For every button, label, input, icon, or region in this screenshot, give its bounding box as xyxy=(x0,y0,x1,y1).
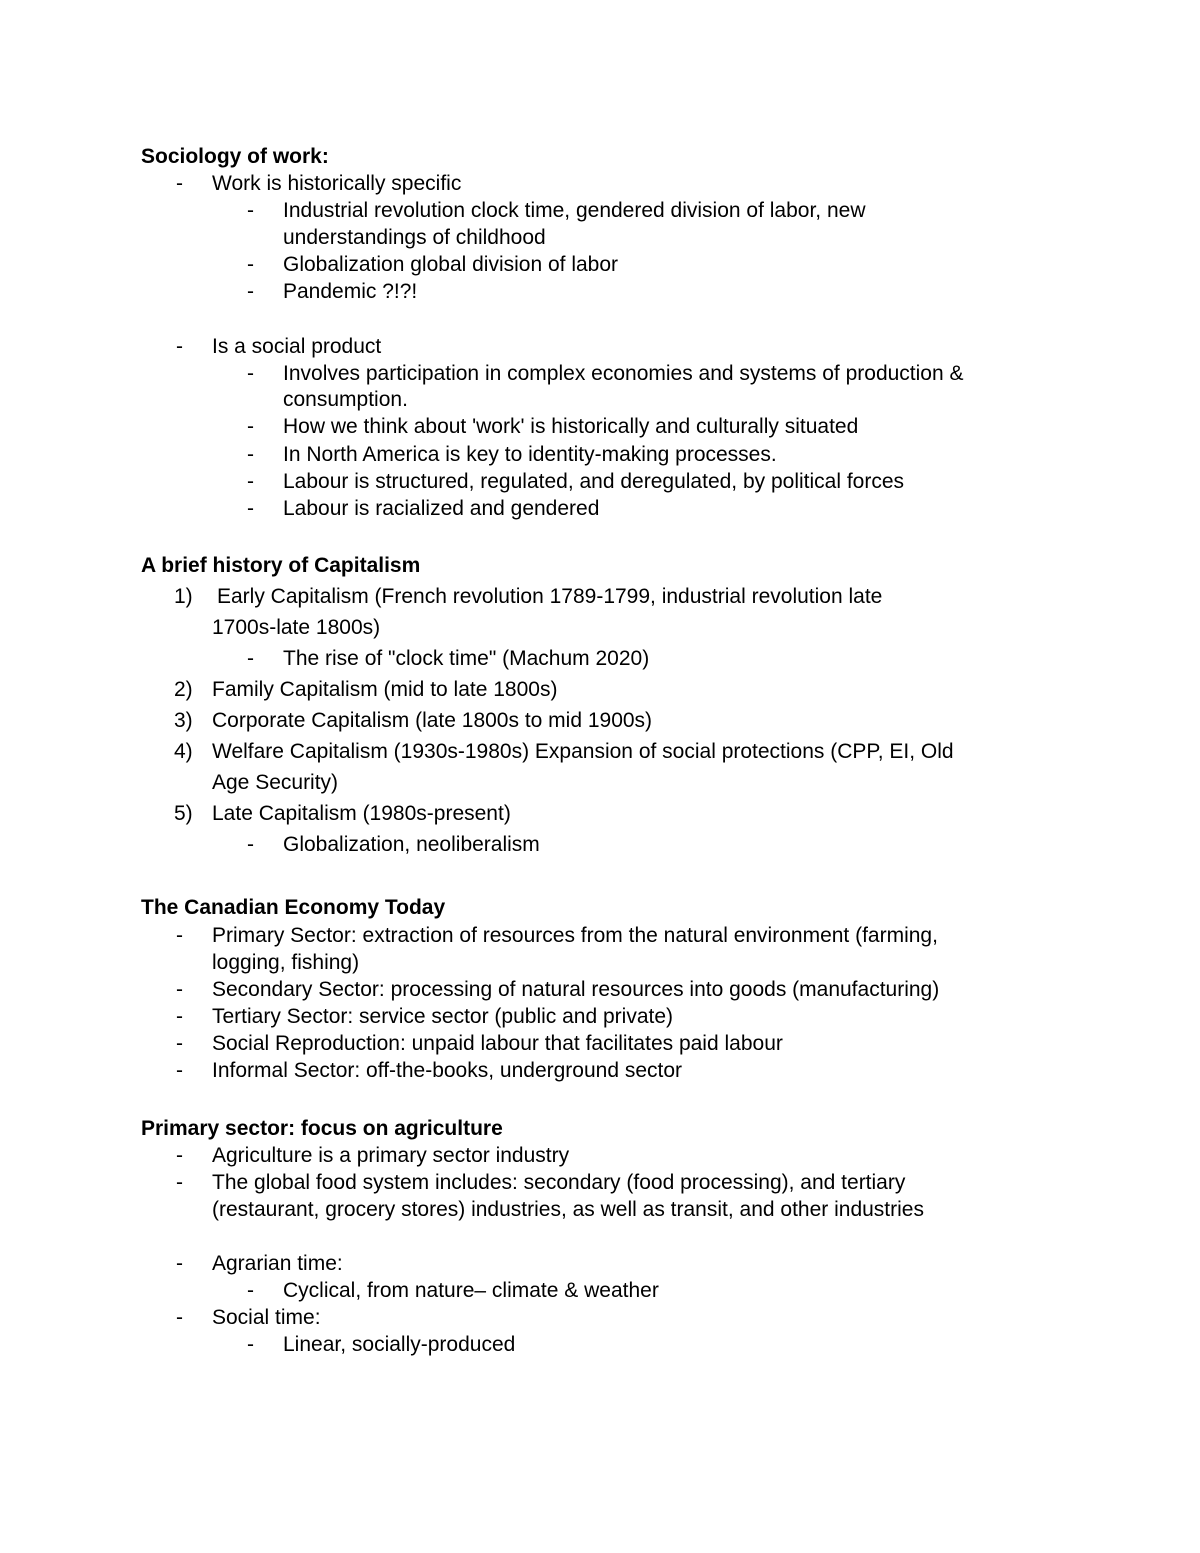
bullet-marker: - xyxy=(247,415,254,438)
bullet-marker: - xyxy=(247,362,254,385)
list-item-text: Secondary Sector: processing of natural resources into goods (manufacturing) xyxy=(212,978,940,1001)
bullet-marker: - xyxy=(176,1306,183,1329)
bullet-marker: - xyxy=(176,172,183,195)
section-heading: The Canadian Economy Today xyxy=(141,896,446,919)
number-marker: 3) xyxy=(174,709,193,732)
number-marker: 2) xyxy=(174,678,193,701)
bullet-marker: - xyxy=(247,497,254,520)
list-item-text: Is a social product xyxy=(212,335,382,358)
bullet-marker: - xyxy=(247,1279,254,1302)
list-item-text: Cyclical, from nature– climate & weather xyxy=(283,1279,659,1302)
list-item-text: Age Security) xyxy=(212,771,339,794)
list-item-text: (restaurant, grocery stores) industries, as well as transit, and other industries xyxy=(212,1198,924,1221)
list-item-text: In North America is key to identity-making processes. xyxy=(283,443,777,466)
section-heading: Sociology of work: xyxy=(141,145,329,168)
bullet-marker: - xyxy=(247,253,254,276)
bullet-marker: - xyxy=(176,1005,183,1028)
list-item-text: Agrarian time: xyxy=(212,1252,343,1275)
bullet-marker: - xyxy=(176,1144,183,1167)
list-item-text: Agriculture is a primary sector industry xyxy=(212,1144,570,1167)
bullet-marker: - xyxy=(247,199,254,222)
bullet-marker: - xyxy=(176,1252,183,1275)
bullet-marker: - xyxy=(247,1333,254,1356)
list-item-text: Social time: xyxy=(212,1306,321,1329)
bullet-marker: - xyxy=(176,1171,183,1194)
list-item-text: Primary Sector: extraction of resources from the natural environment (farming, xyxy=(212,924,938,947)
section-heading: Primary sector: focus on agriculture xyxy=(141,1117,503,1140)
bullet-marker: - xyxy=(176,978,183,1001)
list-item-text: The rise of "clock time" (Machum 2020) xyxy=(283,647,650,670)
bullet-marker: - xyxy=(176,924,183,947)
list-item-text: Linear, socially-produced xyxy=(283,1333,516,1356)
list-item-text: Globalization global division of labor xyxy=(283,253,619,276)
list-item-text: 1700s-late 1800s) xyxy=(212,616,381,639)
bullet-marker: - xyxy=(247,470,254,493)
list-item-text: Tertiary Sector: service sector (public and private) xyxy=(212,1005,674,1028)
bullet-marker: - xyxy=(247,647,254,670)
list-item-text: Informal Sector: off-the-books, underground sector xyxy=(212,1059,683,1082)
list-item-text: understandings of childhood xyxy=(283,226,546,249)
bullet-marker: - xyxy=(176,1059,183,1082)
list-item-text: Industrial revolution clock time, gendered division of labor, new xyxy=(283,199,866,222)
list-item-text: Work is historically specific xyxy=(212,172,462,195)
list-item-text: Involves participation in complex economies and systems of production & xyxy=(283,362,964,385)
list-item-text: Social Reproduction: unpaid labour that facilitates paid labour xyxy=(212,1032,783,1055)
number-marker: 1) xyxy=(174,585,193,608)
number-marker: 4) xyxy=(174,740,193,763)
section-heading: A brief history of Capitalism xyxy=(141,554,421,577)
list-item-text: Early Capitalism (French revolution 1789-1799, industrial revolution late xyxy=(217,585,883,608)
list-item-text: Late Capitalism (1980s-present) xyxy=(212,802,511,825)
bullet-marker: - xyxy=(247,833,254,856)
list-item-text: Labour is racialized and gendered xyxy=(283,497,600,520)
list-item-text: Globalization, neoliberalism xyxy=(283,833,540,856)
list-item-text: How we think about 'work' is historically and culturally situated xyxy=(283,415,859,438)
list-item-text: consumption. xyxy=(283,388,408,411)
list-item-text: Welfare Capitalism (1930s-1980s) Expansion of social protections (CPP, EI, Old xyxy=(212,740,954,763)
list-item-text: Labour is structured, regulated, and deregulated, by political forces xyxy=(283,470,905,493)
bullet-marker: - xyxy=(176,1032,183,1055)
bullet-marker: - xyxy=(176,335,183,358)
bullet-marker: - xyxy=(247,443,254,466)
bullet-marker: - xyxy=(247,280,254,303)
list-item-text: The global food system includes: secondary (food processing), and tertiary xyxy=(212,1171,906,1194)
list-item-text: logging, fishing) xyxy=(212,951,360,974)
list-item-text: Pandemic ?!?! xyxy=(283,280,418,303)
list-item-text: Corporate Capitalism (late 1800s to mid 1900s) xyxy=(212,709,653,732)
list-item-text: Family Capitalism (mid to late 1800s) xyxy=(212,678,558,701)
number-marker: 5) xyxy=(174,802,193,825)
